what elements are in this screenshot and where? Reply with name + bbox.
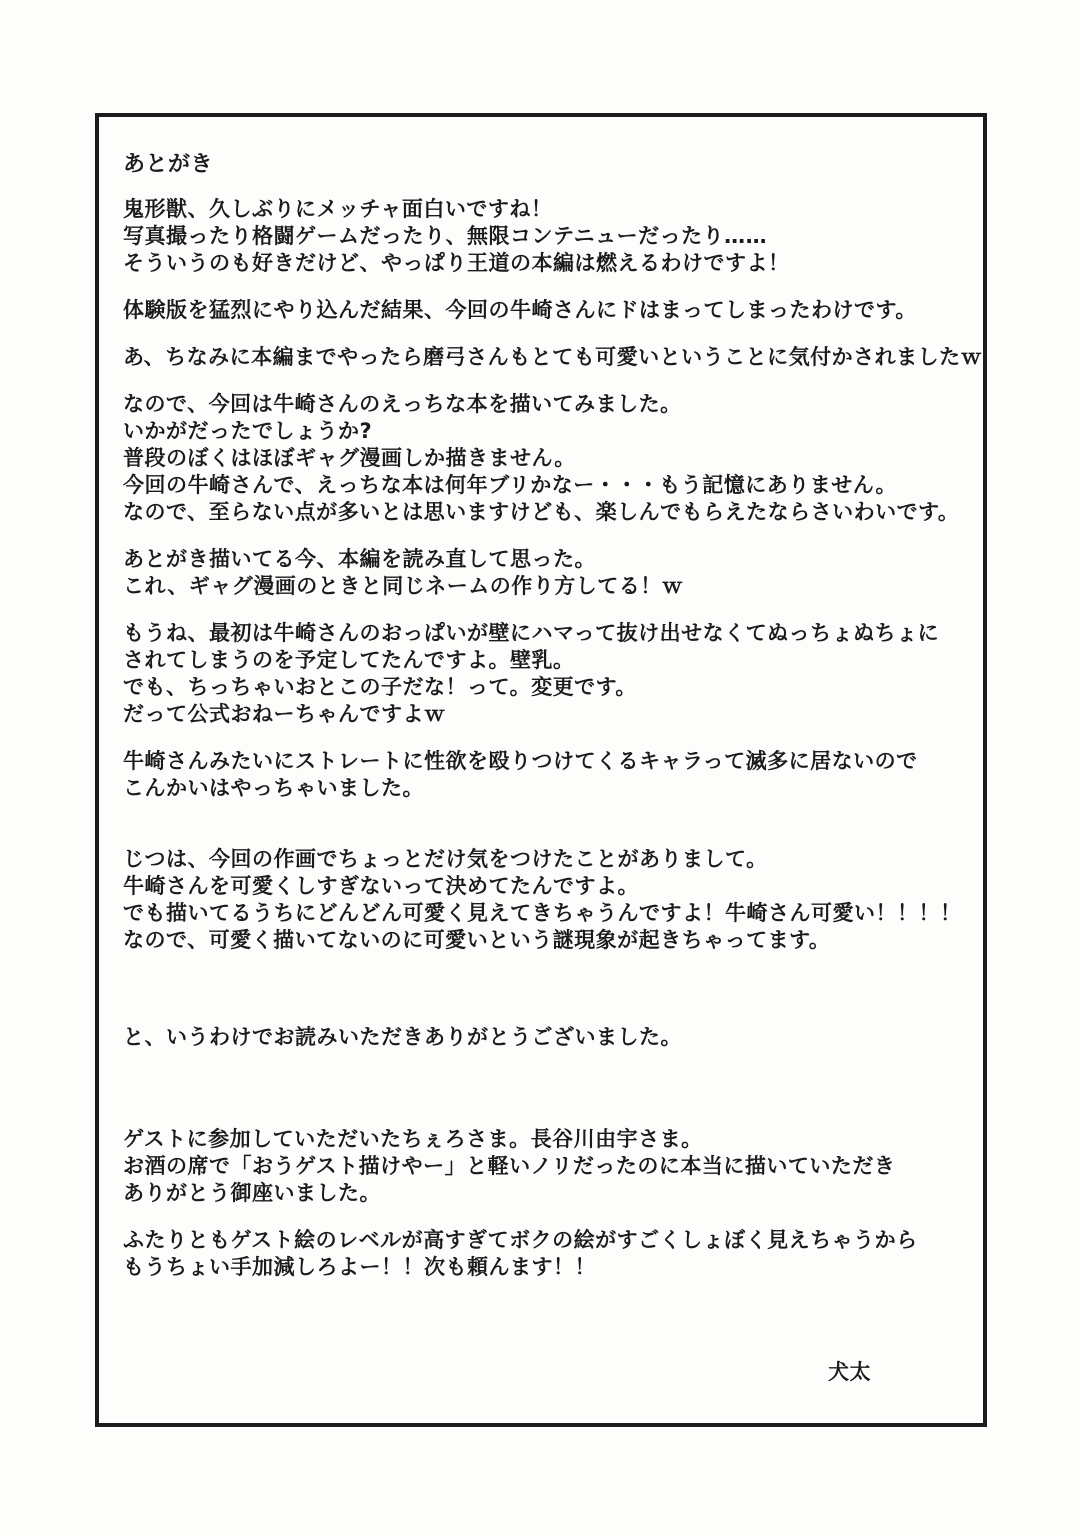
text-line: そういうのも好きだけど、やっぱり王道の本編は燃えるわけですよ！ [123,251,790,275]
text-line: 写真撮ったり格闘ゲームだったり、無限コンテニューだったり…… [123,224,768,248]
text-line: 体験版を猛烈にやり込んだ結果、今回の牛崎さんにドはまってしまったわけです。 [123,298,917,322]
paragraph-demo [123,297,953,324]
text-line: 今回の牛崎さんで、えっちな本は何年ブリかなー・・・もう記憶にありません。 [123,473,897,497]
text-line: こんかいはやっちゃいました。 [123,776,424,800]
paragraph-thanks-readers [123,1024,953,1051]
text-line: なので、今回は牛崎さんのえっちな本を描いてみました。 [123,392,682,416]
text-line: なので、可愛く描いてないのに可愛いという謎現象が起きちゃってます。 [123,928,831,952]
text-line: されてしまうのを予定してたんですよ。壁乳。 [123,648,575,672]
text-line: もうね、最初は牛崎さんのおっぱいが壁にハマって抜け出せなくてぬっちょぬちょに [123,621,940,645]
paragraph-aside [123,344,983,371]
text-line: これ、ギャグ漫画のときと同じネームの作り方してる！ｗ [123,574,684,598]
text-line: と、いうわけでお読みいただきありがとうございました。 [123,1025,682,1049]
text-line: あとがき描いてる今、本編を読み直して思った。 [123,547,596,571]
paragraph-intro [123,196,953,277]
text-line: でも描いてるうちにどんどん可愛く見えてきちゃうんですよ！牛崎さん可愛い！！！！ [123,901,962,925]
text-line: ありがとう御座いました。 [123,1181,381,1205]
text-line: でも、ちっちゃいおとこの子だな！って。変更です。 [123,675,637,699]
paragraph-thanks-guests [123,1126,953,1207]
text-line: だって公式おねーちゃんですよｗ [123,702,446,726]
paragraph-guest-joke [123,1227,953,1281]
text-line: 牛崎さんみたいにストレートに性欲を殴りつけてくるキャラって滅多に居ないので [123,749,918,773]
text-line: お酒の席で「おうゲスト描けやー」と軽いノリだったのに本当に描いていただき [123,1154,896,1178]
afterword-border-box [95,113,987,1427]
text-line: ゲストに参加していただいたちぇろさま。長谷川由宇さま。 [123,1127,703,1151]
text-line: いかがだったでしょうか? [123,419,373,443]
text-line: もうちょい手加減しろよー！！次も頼んます！！ [123,1255,596,1279]
paragraph-book [123,391,960,526]
paragraph-art-note [123,846,962,954]
text-line: 鬼形獣、久しぶりにメッチャ面白いですね！ [123,197,553,221]
paragraph-character [123,748,953,802]
page-title: あとがき [123,152,214,177]
paragraph-plan [123,620,953,728]
signature-row [123,1359,953,1386]
text-line: じつは、今回の作画でちょっとだけ気をつけたことがありまして。 [123,847,768,871]
text-line: 牛崎さんを可愛くしすぎないって決めてたんですよ。 [123,874,639,898]
text-line: 普段のぼくはほぼギャグ漫画しか描きません。 [123,446,576,470]
author-signature: 犬太 [828,1360,871,1384]
paragraph-reread [123,546,953,600]
text-line: なので、至らない点が多いとは思いますけども、楽しんでもらえたならさいわいです。 [123,500,960,524]
text-line: あ、ちなみに本編までやったら磨弓さんもとても可愛いということに気付かされましたｗ [123,345,983,369]
text-line: ふたりともゲスト絵のレベルが高すぎてボクの絵がすごくしょぼく見えちゃうから [123,1228,918,1252]
